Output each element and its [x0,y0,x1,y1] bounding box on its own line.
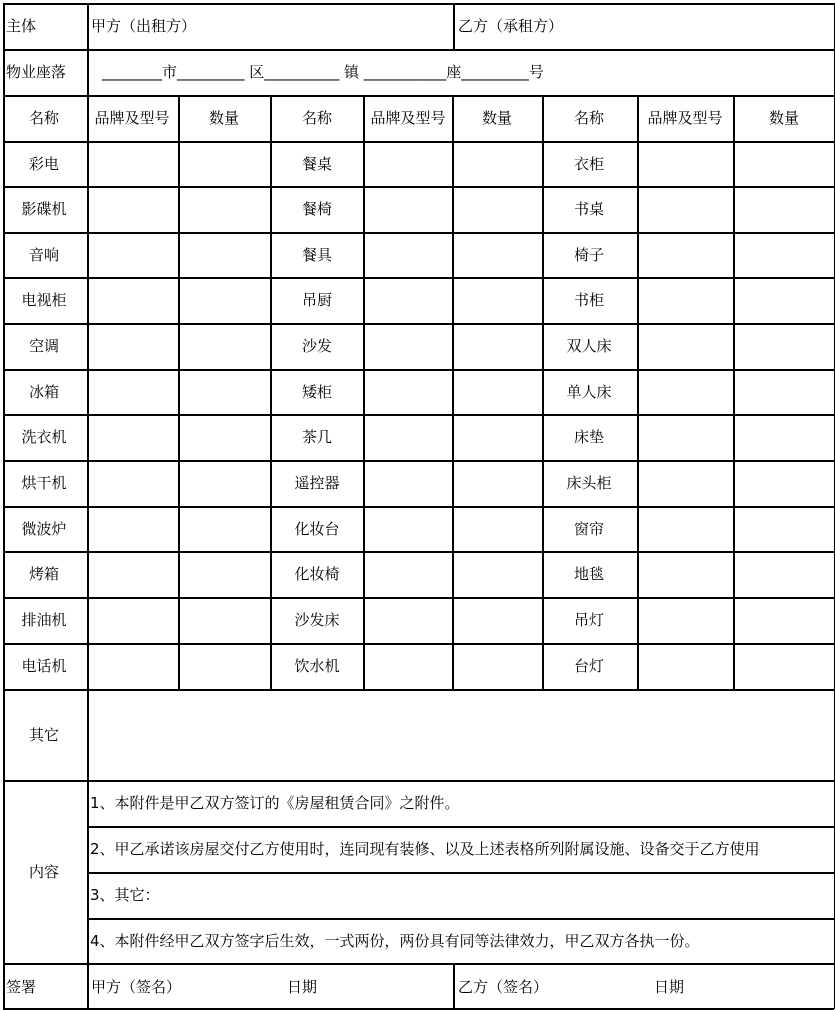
col1-item-name: 烘干机 [21,474,67,492]
grid-line-h [87,826,834,828]
party-a-lessor: 甲方（出租方） [91,17,197,35]
clause-1: 1、本附件是甲乙双方签订的《房屋租赁合同》之附件。 [90,794,460,812]
property-location-line: ________市_________ 区__________ 镇 ___________座_________号 [102,63,544,81]
col1-item-name: 电话机 [21,657,67,675]
col3-item-name: 床垫 [573,428,605,446]
col3-item-name: 书桌 [573,200,605,218]
party-a-signature: 甲方（签名） [91,978,182,996]
clause-4: 4、本附件经甲乙双方签字后生效，一式两份，两份具有同等法律效力，甲乙双方各执一份。 [90,932,700,950]
col1-item-name: 微波炉 [21,519,67,538]
col2-item-name: 遥控器 [294,474,340,492]
col3-item-name: 衣柜 [573,154,605,173]
col1-item-name: 电视柜 [21,291,67,309]
clause-3: 3、其它： [90,886,160,904]
grid-line-h [3,1008,834,1010]
subject-label: 主体 [6,17,37,35]
col1-name-header: 名称 [28,109,60,127]
col2-item-name: 化妆椅 [294,565,340,583]
col1-item-name: 影碟机 [21,200,67,218]
col2-item-name: 茶几 [301,428,333,446]
grid-line-v [453,3,455,49]
grid-line-h [3,551,834,553]
col2-item-name: 饮水机 [294,657,340,675]
col3-item-name: 窗帘 [573,519,605,538]
col3-name-header: 名称 [573,109,605,127]
grid-line-h [3,277,834,279]
col1-item-name: 排油机 [21,611,67,629]
clause-2: 2、甲乙承诺该房屋交付乙方使用时，连同现有装修、以及上述表格所列附属设施、设备交于乙方使用 [90,840,760,858]
party-b-lessee: 乙方（承租方） [458,17,564,35]
col3-item-name: 台灯 [573,657,605,675]
grid-line-h [3,186,834,188]
col1-brand-header: 品牌及型号 [94,109,170,127]
col1-item-name: 洗衣机 [21,428,67,446]
other-label: 其它 [28,726,60,744]
grid-line-h [3,49,834,51]
col2-item-name: 沙发床 [294,611,340,629]
col3-item-name: 椅子 [573,245,605,264]
grid-line-h [3,780,834,782]
grid-line-v [3,3,5,1009]
grid-line-v [363,95,365,689]
grid-line-v [87,3,89,1009]
property-location-label: 物业座落 [6,63,67,81]
col3-item-name: 吊灯 [573,611,605,629]
col3-brand-header: 品牌及型号 [647,109,723,127]
col2-item-name: 化妆台 [294,519,340,538]
grid-line-h [3,506,834,508]
col2-item-name: 餐具 [301,245,333,264]
grid-line-v [542,95,544,689]
grid-line-v [453,963,455,1009]
grid-line-h [3,141,834,143]
col2-item-name: 沙发 [301,337,333,355]
col1-item-name: 烤箱 [28,565,60,583]
col1-item-name: 彩电 [28,154,60,173]
col3-item-name: 床头柜 [566,474,612,492]
content-label: 内容 [28,863,60,881]
col2-item-name: 矮柜 [301,382,333,401]
col2-item-name: 餐椅 [301,200,333,218]
col3-item-name: 单人床 [566,382,612,401]
col1-item-name: 音响 [28,245,60,264]
grid-line-h [3,597,834,599]
col1-qty-header: 数量 [208,109,240,127]
grid-line-v [452,95,454,689]
col3-item-name: 书柜 [573,291,605,309]
col2-qty-header: 数量 [481,109,513,127]
grid-line-h [3,689,834,691]
grid-line-h [3,369,834,371]
grid-line-v [270,95,272,689]
col3-item-name: 地毯 [573,565,605,583]
grid-line-v [733,95,735,689]
col3-item-name: 双人床 [566,337,612,355]
grid-line-v [178,95,180,689]
grid-line-h [3,460,834,462]
grid-line-h [87,872,834,874]
col1-item-name: 冰箱 [28,382,60,401]
party-b-signature: 乙方（签名） [458,978,549,996]
party-b-date: 日期 [654,978,685,996]
signature-label: 签署 [6,978,37,996]
grid-line-h [3,95,834,97]
grid-line-h [87,918,834,920]
grid-line-h [3,232,834,234]
col2-name-header: 名称 [301,109,333,127]
party-a-date: 日期 [287,978,318,996]
col1-item-name: 空调 [28,337,60,355]
grid-line-h [3,963,834,965]
col2-item-name: 吊厨 [301,291,333,309]
grid-line-v [637,95,639,689]
col3-qty-header: 数量 [768,109,800,127]
grid-line-h [3,323,834,325]
col2-brand-header: 品牌及型号 [370,109,446,127]
grid-line-h [3,3,834,5]
grid-line-h [3,414,834,416]
grid-line-h [3,643,834,645]
col2-item-name: 餐桌 [301,154,333,173]
